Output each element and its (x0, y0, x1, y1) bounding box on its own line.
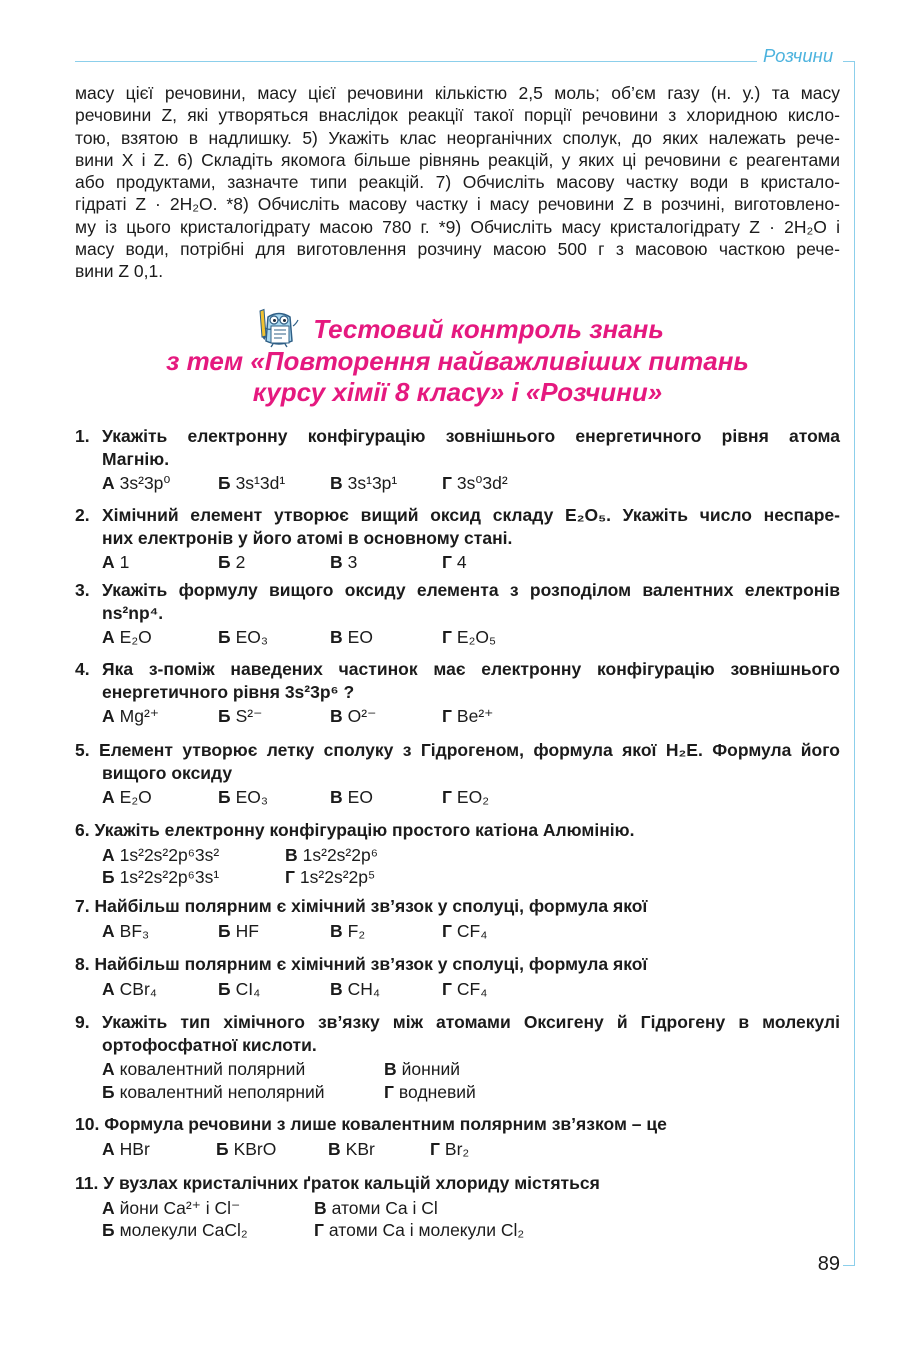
option-text: S²⁻ (235, 706, 263, 726)
answer-options (75, 1138, 840, 1161)
option-text: 2 (235, 552, 246, 572)
option-letter: Г (285, 867, 295, 887)
paragraph-line: тою, взятою в надлишку. 5) Укажіть клас неорганічних сполук, до яких належать рече- (75, 127, 840, 148)
paragraph-line: або продуктами, зазначте типи реакцій. 7) Обчисліть масову частку води в кристало- (75, 172, 840, 193)
intro-paragraph (75, 82, 840, 283)
question-9 (75, 1011, 840, 1103)
option-text: KBr (345, 1138, 375, 1159)
question-number: 9. (75, 1012, 90, 1032)
answer-options (75, 1058, 840, 1081)
answer-option-a (102, 1197, 240, 1220)
option-text: CH₄ (347, 978, 381, 999)
question-text: Елемент утворює летку сполуку з Гідрогеном, формула якої H₂E. Формула його (99, 740, 840, 760)
option-text: HBr (119, 1138, 150, 1159)
question-text: У вузлах кристалічних ґраток кальцій хлориду містяться (103, 1173, 600, 1193)
option-text: 3s¹3d¹ (235, 473, 286, 493)
option-letter: Г (442, 787, 452, 807)
question-text-line: них електронів у його атомі в основному стані. (102, 527, 513, 548)
answer-option-g (285, 866, 375, 889)
answer-option-v (285, 844, 378, 867)
option-letter: Б (102, 1220, 115, 1240)
option-letter: Г (442, 627, 452, 647)
option-letter: В (330, 552, 343, 572)
answer-options (75, 978, 840, 1001)
question-text-line: Магнію. (102, 448, 170, 469)
option-text: EO₃ (235, 627, 268, 647)
paragraph-line: речовини Z, які утворяться внаслідок реакції такої порції речовини з хлоридною кисло- (75, 105, 840, 126)
option-text: EO₂ (456, 787, 489, 807)
option-letter: Г (314, 1220, 324, 1240)
option-letter: Б (218, 978, 231, 999)
paragraph-line: му із цього кристалогідрату масою 780 г. *9) Обчисліть масу кристалогідрату Z · 2H₂O і (75, 216, 840, 237)
option-letter: В (330, 473, 343, 493)
paragraph-line: вини X і Z. 6) Складіть якомога більше рівнянь реакцій, у яких ці речовини є реагентами (75, 149, 840, 170)
answer-option-g (314, 1219, 524, 1242)
answer-option-a (102, 844, 219, 867)
answer-option-b (218, 626, 268, 649)
answer-option-a (102, 1058, 305, 1081)
question-8 (75, 953, 840, 1000)
answer-option-v (314, 1197, 438, 1220)
option-text: 1s²2s²2p⁶3s¹ (119, 867, 220, 887)
option-text: йонний (401, 1059, 461, 1079)
question-text-line: ns²np⁴. (102, 602, 164, 623)
option-letter: В (285, 844, 298, 865)
option-letter: Б (216, 1138, 229, 1159)
option-text: KBrO (233, 1138, 277, 1159)
question-text: Найбільш полярним є хімічний зв’язок у сполуці, формула якої (94, 896, 648, 916)
option-text: 1s²2s²2p⁶ (302, 844, 378, 865)
answer-option-v (330, 705, 376, 728)
option-text: EO₃ (235, 787, 268, 807)
question-number: 10. (75, 1114, 100, 1134)
answer-option-g (442, 626, 496, 649)
paragraph-line: вини Z 0,1. (75, 261, 164, 282)
option-letter: Г (442, 920, 452, 941)
question-text-line (75, 819, 840, 842)
option-letter: А (102, 844, 115, 865)
question-text-line: ортофосфатної кислоти. (102, 1034, 317, 1055)
answer-options (75, 626, 840, 649)
option-letter: А (102, 787, 115, 807)
question-text-line: Укажіть електронну конфігурацію зовнішнього енергетичного рівня атома (102, 426, 840, 446)
option-letter: Б (218, 473, 231, 493)
answer-option-v (330, 978, 380, 1001)
answer-option-g (442, 472, 508, 495)
option-letter: В (314, 1197, 327, 1218)
option-letter: Б (218, 920, 231, 941)
test-heading-line (75, 314, 840, 346)
question-number: 7. (75, 896, 90, 916)
option-letter: А (102, 1197, 115, 1218)
option-text: F₂ (347, 920, 366, 941)
option-text: E₂O (119, 787, 152, 807)
answer-option-b (218, 705, 262, 728)
option-text: E₂O₅ (456, 627, 497, 647)
question-number: 8. (75, 954, 90, 974)
answer-option-v (330, 920, 365, 943)
question-4 (75, 658, 840, 728)
question-number: 1. (75, 426, 90, 446)
option-text: 1s²2s²2p⁶3s² (119, 844, 220, 865)
header-rule (75, 61, 757, 62)
option-letter: В (330, 787, 343, 807)
question-text-line (75, 953, 840, 976)
question-text-line (75, 1172, 840, 1195)
paragraph-line: масу води, потрібні для виготовлення розчину масою 500 г з масовою часткою рече- (75, 239, 840, 260)
question-number: 4. (75, 659, 90, 679)
test-heading (75, 314, 840, 409)
test-heading-title: Тестовий контроль знань (313, 314, 664, 344)
answer-option-g (430, 1138, 469, 1161)
option-text: ковалентний полярний (119, 1059, 306, 1079)
option-letter: В (330, 706, 343, 726)
answer-option-a (102, 626, 152, 649)
answer-options (75, 844, 840, 867)
option-text: 3s¹3p¹ (347, 473, 398, 493)
answer-option-g (442, 705, 493, 728)
option-letter: В (384, 1059, 397, 1079)
answer-option-g (442, 978, 487, 1001)
answer-option-v (330, 551, 357, 574)
question-11 (75, 1172, 840, 1242)
question-text: Найбільш полярним є хімічний зв’язок у сполуці, формула якої (94, 954, 648, 974)
answer-option-b (218, 978, 260, 1001)
test-heading-first (251, 314, 664, 346)
answer-option-b (102, 1081, 325, 1104)
question-number: 5. (75, 740, 90, 760)
question-text: Формула речовини з лише ковалентним полярним зв’язком – це (104, 1114, 667, 1134)
answer-option-b (102, 1219, 248, 1242)
option-text: атоми Ca і Cl (331, 1197, 438, 1218)
answer-option-b (218, 786, 268, 809)
option-text: O²⁻ (347, 706, 377, 726)
question-number: 2. (75, 505, 90, 525)
answer-option-a (102, 1138, 150, 1161)
question-6 (75, 819, 840, 889)
answer-option-g (442, 786, 489, 809)
answer-options (75, 705, 840, 728)
option-text: Be²⁺ (456, 706, 494, 726)
section-title: Розчини (763, 45, 834, 66)
option-letter: Б (218, 627, 231, 647)
question-text: Укажіть електронну конфігурацію простого катіона Алюмінію. (94, 820, 635, 840)
option-letter: А (102, 1059, 115, 1079)
option-text: 4 (456, 552, 467, 572)
answer-options (75, 472, 840, 495)
option-letter: А (102, 706, 115, 726)
answer-option-b (218, 472, 285, 495)
test-heading-line: з тем «Повторення найважливіших питань (166, 345, 749, 376)
answer-option-g (442, 551, 467, 574)
answer-option-b (218, 551, 245, 574)
answer-option-b (218, 920, 259, 943)
footer-rule-hook (843, 1265, 855, 1266)
question-7 (75, 895, 840, 942)
option-letter: Г (430, 1138, 440, 1159)
option-letter: Г (442, 552, 452, 572)
option-letter: А (102, 627, 115, 647)
paragraph-line: масу цієї речовини, масу цієї речовини кількістю 2,5 моль; об’єм газу (н. у.) та масу (75, 83, 840, 103)
option-text: 1 (119, 552, 130, 572)
answer-options (75, 1081, 840, 1104)
option-text: 3 (347, 552, 358, 572)
option-letter: Б (102, 1081, 115, 1102)
option-letter: В (330, 978, 343, 999)
option-letter: Г (442, 473, 452, 493)
test-heading-line: курсу хімії 8 класу» і «Розчини» (252, 377, 663, 407)
test-mascot-icon (251, 308, 303, 348)
option-text: EO (347, 627, 373, 647)
answer-option-a (102, 920, 149, 943)
answer-option-b (102, 866, 219, 889)
question-text-line (75, 895, 840, 918)
option-letter: А (102, 473, 115, 493)
answer-options (75, 866, 840, 889)
option-letter: А (102, 552, 115, 572)
answer-option-g (384, 1081, 476, 1104)
option-text: молекули CaCl₂ (119, 1220, 248, 1240)
question-number: 3. (75, 580, 90, 600)
option-text: 1s²2s²2p⁵ (299, 867, 376, 887)
question-2 (75, 504, 840, 574)
option-letter: В (328, 1138, 341, 1159)
answer-option-a (102, 551, 129, 574)
option-letter: Г (442, 978, 452, 999)
question-text-line: Хімічний елемент утворює вищий оксид складу E₂O₅. Укажіть число неспаре- (102, 505, 840, 525)
answer-options (75, 1219, 840, 1242)
option-text: Mg²⁺ (119, 706, 160, 726)
option-text: водневий (398, 1081, 476, 1102)
paragraph-line: гідраті Z · 2H₂O. *8) Обчисліть масову частку і масу речовини Z в розчині, виготовлено- (75, 194, 840, 215)
option-letter: В (330, 920, 343, 941)
option-letter: Б (218, 787, 231, 807)
question-text-line: вищого оксиду (102, 762, 233, 783)
question-text-line: Укажіть формулу вищого оксиду елемента з розподілом валентних електронів (102, 580, 840, 600)
answer-option-v (330, 472, 397, 495)
option-text: 3s²3p⁰ (119, 473, 171, 493)
option-letter: А (102, 978, 115, 999)
answer-options (75, 920, 840, 943)
page-number: 89 (817, 1253, 840, 1275)
question-5 (75, 739, 840, 809)
answer-option-v (330, 626, 373, 649)
option-letter: А (102, 920, 115, 941)
option-letter: Г (442, 706, 452, 726)
option-text: 3s⁰3d² (456, 473, 508, 493)
option-letter: Г (384, 1081, 394, 1102)
option-letter: Б (218, 552, 231, 572)
answer-option-a (102, 978, 157, 1001)
option-text: CBr₄ (119, 978, 157, 999)
option-letter: В (330, 627, 343, 647)
answer-option-v (330, 786, 373, 809)
option-text: E₂O (119, 627, 152, 647)
answer-option-v (328, 1138, 375, 1161)
question-text-line: енергетичного рівня 3s²3p⁶ ? (102, 681, 355, 702)
answer-options (75, 551, 840, 574)
option-letter: Б (102, 867, 115, 887)
margin-rule (854, 61, 855, 1266)
question-text-line: Яка з-поміж наведених частинок має електронну конфігурацію зовнішнього (102, 659, 840, 679)
answer-options (75, 1197, 840, 1220)
answer-option-a (102, 705, 159, 728)
option-letter: Б (218, 706, 231, 726)
answer-option-g (442, 920, 487, 943)
question-number: 6. (75, 820, 90, 840)
option-text: HF (235, 920, 259, 941)
answer-option-b (216, 1138, 276, 1161)
answer-option-a (102, 786, 152, 809)
option-text: атоми Ca і молекули Cl₂ (328, 1220, 525, 1240)
option-text: CF₄ (456, 920, 488, 941)
option-text: Br₂ (444, 1138, 470, 1159)
question-1 (75, 425, 840, 495)
question-number: 11. (75, 1173, 99, 1193)
option-text: BF₃ (119, 920, 150, 941)
question-3 (75, 579, 840, 649)
option-text: CF₄ (456, 978, 488, 999)
option-letter: А (102, 1138, 115, 1159)
option-text: CI₄ (235, 978, 261, 999)
question-text-line (75, 739, 840, 762)
answer-option-a (102, 472, 170, 495)
answer-options (75, 786, 840, 809)
question-text-line (75, 1113, 840, 1136)
option-text: ковалентний неполярний (119, 1081, 325, 1102)
question-10 (75, 1113, 840, 1160)
option-text: EO (347, 787, 373, 807)
option-text: йони Ca²⁺ і Cl⁻ (119, 1197, 241, 1218)
question-text-line: Укажіть тип хімічного зв’язку між атомами Оксигену й Гідрогену в молекулі (102, 1012, 840, 1032)
answer-option-v (384, 1058, 460, 1081)
